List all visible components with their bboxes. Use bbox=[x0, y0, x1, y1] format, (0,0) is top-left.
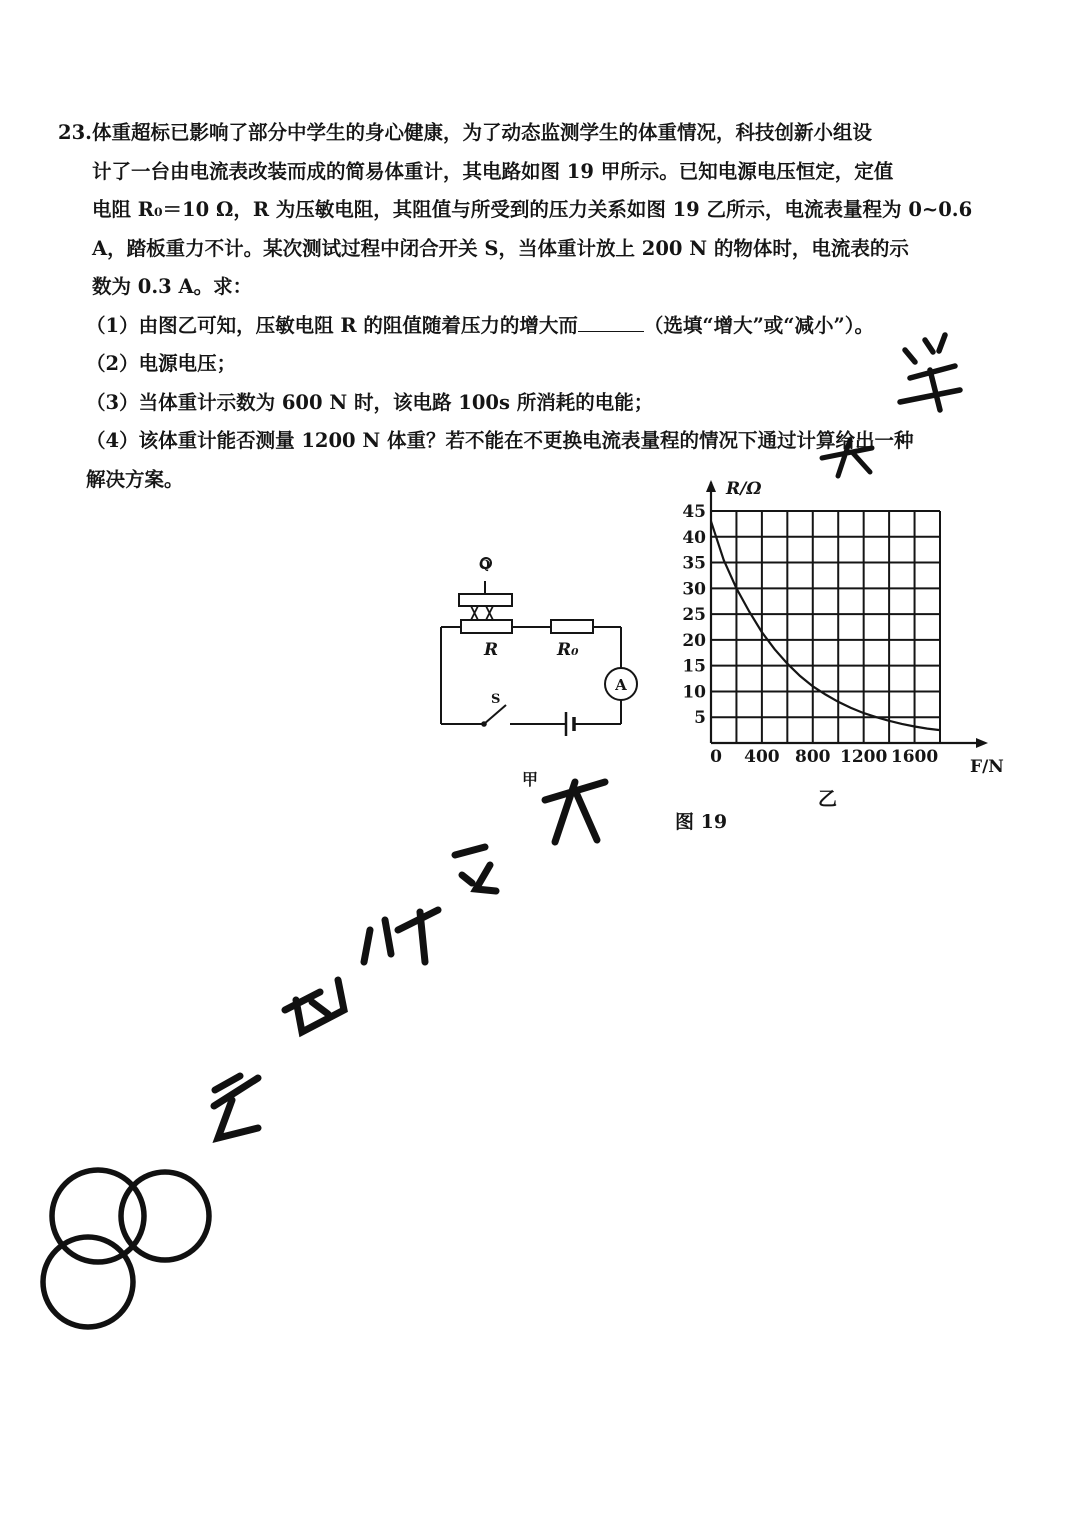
label-switch: S bbox=[491, 692, 501, 707]
problem-number: 23. bbox=[58, 121, 92, 144]
problem-stem-line-5: 数为 0.3 A。求： bbox=[92, 275, 253, 298]
y-tick-label: 40 bbox=[682, 527, 706, 548]
y-tick-label: 5 bbox=[694, 708, 706, 729]
ring-icon bbox=[43, 1237, 133, 1327]
stem-text: 体重超标已影响了部分中学生的身心健康，为了动态监测学生的体重情况，科技创新小组设 bbox=[92, 121, 873, 144]
chart-x-label: F/N bbox=[970, 757, 1004, 777]
question-4: （4）该体重计能否测量 1200 N 体重？若不能在不更换电流表量程的情况下通过计算给出一种 bbox=[86, 429, 914, 452]
problem-stem-line-3: 电阻 R₀＝10 Ω，R 为压敏电阻，其阻值与所受到的压力关系如图 19 乙所示，电流表量程为 0~0.6 bbox=[92, 198, 973, 221]
ring-icon bbox=[121, 1172, 209, 1260]
x-tick-label: 1600 bbox=[890, 747, 939, 767]
y-tick-label: 35 bbox=[682, 553, 706, 574]
stamp-stroke bbox=[285, 980, 344, 1032]
problem-stem-line-2: 计了一台由电流表改装而成的简易体重计，其电路如图 19 甲所示。已知电源电压恒定，定值 bbox=[92, 159, 894, 183]
ring-icon bbox=[52, 1170, 144, 1262]
stamp-stroke bbox=[822, 440, 872, 476]
stamp-stroke bbox=[545, 782, 605, 842]
y-tick-label: 25 bbox=[682, 605, 706, 626]
label-load: Q bbox=[479, 558, 491, 573]
label-r: R bbox=[484, 640, 499, 660]
label-r0: R₀ bbox=[557, 640, 579, 660]
y-tick-label: 10 bbox=[682, 682, 706, 703]
y-tick-label: 45 bbox=[682, 502, 706, 522]
figure-label: 图 19 bbox=[675, 811, 728, 833]
olympic-rings-logo bbox=[43, 1170, 209, 1327]
y-tick-label: 15 bbox=[682, 656, 706, 677]
x-tick-label: 800 bbox=[795, 747, 831, 767]
stamp-stroke bbox=[214, 1076, 258, 1138]
question-1-text: （1）由图乙可知，压敏电阻 R 的阻值随着压力的增大而 bbox=[86, 313, 578, 337]
stamp-stroke bbox=[455, 847, 496, 891]
question-3: （3）当体重计示数为 600 N 时，该电路 100s 所消耗的电能； bbox=[86, 390, 654, 414]
x-tick-label: 400 bbox=[744, 747, 780, 767]
y-tick-label: 20 bbox=[682, 630, 706, 651]
x-tick-label: 1200 bbox=[840, 747, 888, 767]
chart-caption: 乙 bbox=[818, 788, 838, 810]
stamp-stroke bbox=[364, 910, 438, 962]
stamp-stroke bbox=[900, 335, 960, 410]
circuit-caption: 甲 bbox=[522, 770, 539, 789]
problem-stem-line-4: A，踏板重力不计。某次测试过程中闭合开关 S，当体重计放上 200 N 的物体时，电流表的示 bbox=[92, 236, 909, 260]
x-tick-label: 0 bbox=[710, 747, 722, 767]
label-ammeter: A bbox=[615, 676, 627, 694]
chart-y-label: R/Ω bbox=[726, 479, 762, 499]
question-2: （2）电源电压； bbox=[86, 352, 237, 375]
handwritten-stamp bbox=[214, 335, 960, 1138]
question-1-hint: （选填“增大”或“减小”）。 bbox=[643, 313, 874, 337]
y-tick-label: 30 bbox=[682, 579, 706, 600]
question-4-cont: 解决方案。 bbox=[86, 467, 184, 491]
